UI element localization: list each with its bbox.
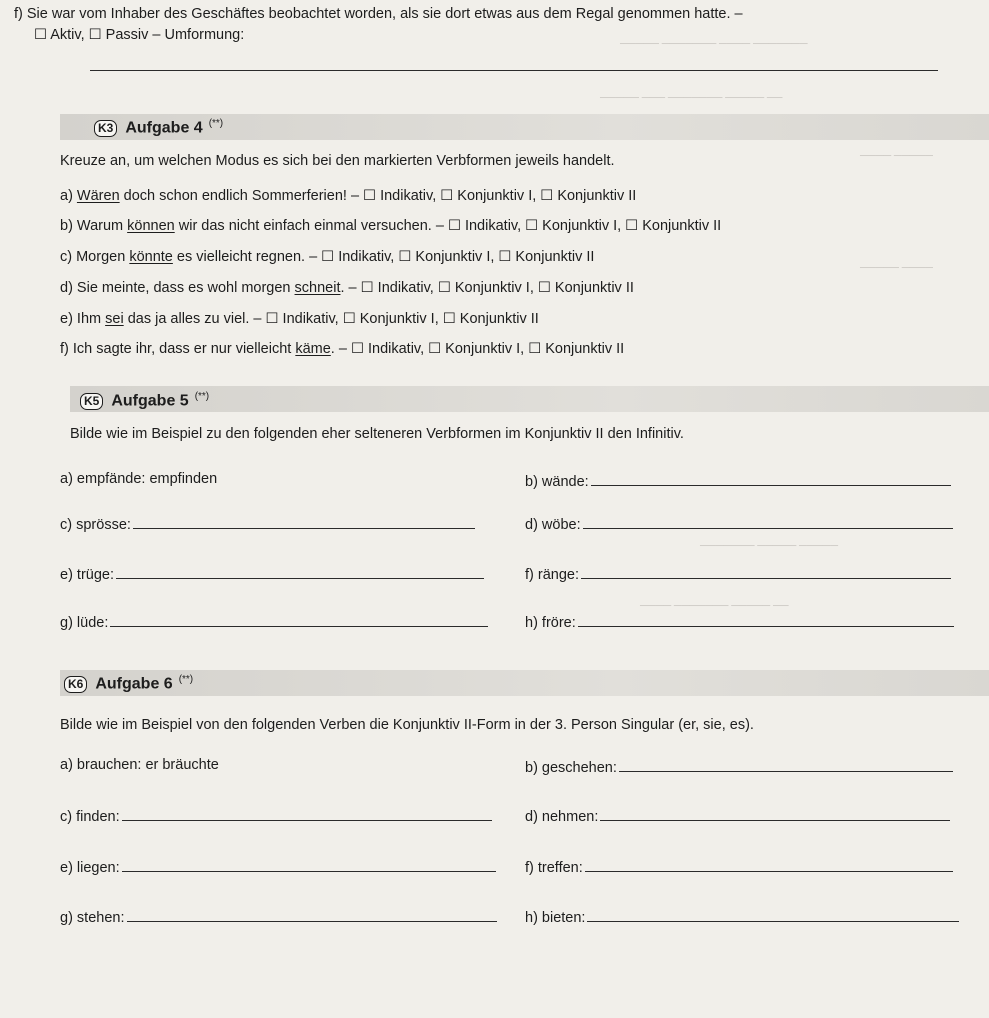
task4-item: a) Wären doch schon endlich Sommerferien! – ☐ Indikativ, ☐ Konjunktiv I, ☐ Konjunktiv II [60,188,637,204]
task6-item: f) treffen: [525,857,953,876]
task6-header [64,674,193,693]
answer-line[interactable] [587,907,959,922]
task6-item: h) bieten: [525,907,959,926]
answer-line[interactable] [591,471,951,486]
task4-item: c) Morgen könnte es vielleicht regnen. – ☐ Indikativ, ☐ Konjunktiv I, ☐ Konjunktiv II [60,249,595,265]
answer-line[interactable] [578,612,954,627]
task5-header [80,391,209,410]
marked-verb: sei [105,311,124,327]
answer-line[interactable] [133,514,475,529]
task5-item: e) trüge: [60,564,484,583]
answer-line[interactable] [581,564,951,579]
task6-item: b) geschehen: [525,757,953,776]
bleed-through-text: ───── ─── ─────── ───── ── [600,92,783,104]
answer-line[interactable] [122,857,496,872]
answer-line[interactable] [122,806,492,821]
answer-line[interactable] [600,806,950,821]
answer-line[interactable] [585,857,953,872]
task4-item: d) Sie meinte, dass es wohl morgen schneit. – ☐ Indikativ, ☐ Konjunktiv I, ☐ Konjunktiv II [60,280,634,296]
bleed-through-text: ─────── ───── ───── [700,540,838,552]
marked-verb: Wären [76,188,120,204]
task4-badge: K3 [94,120,117,137]
answer-line[interactable] [583,514,953,529]
task5-item: b) wände: [525,471,951,490]
voice-options: ☐ Aktiv, ☐ Passiv – Umformung: [34,27,245,43]
answer-line[interactable] [110,612,488,627]
task6-item: g) stehen: [60,907,497,926]
marked-verb: käme [295,341,331,357]
answer-line[interactable] [619,757,953,772]
marked-verb: könnte [129,249,173,265]
task5-stars: (**) [194,391,210,402]
answer-line [90,70,938,71]
task5-item: c) sprösse: [60,514,475,533]
task6-badge: K6 [64,676,87,693]
answer-line[interactable] [116,564,484,579]
task5-item: g) lüde: [60,612,488,631]
task-header-band [60,670,989,696]
task5-item: d) wöbe: [525,514,953,533]
task5-badge: K5 [80,393,103,410]
task6-instruction: Bilde wie im Beispiel von den folgenden Verben die Konjunktiv II-Form in der 3. Person Singular (er, sie, es). [60,717,754,733]
marked-verb: können [127,218,175,234]
task5-instruction: Bilde wie im Beispiel zu den folgenden eher selteneren Verbformen im Konjunktiv II den Infinitiv. [70,426,684,442]
task4-item: b) Warum können wir das nicht einfach einmal versuchen. – ☐ Indikativ, ☐ Konjunktiv I, ☐ Konjunktiv II [60,218,722,234]
bleed-through-text: ───── ─────── ──── ─────── [620,38,808,50]
top-sentence: f) Sie war vom Inhaber des Geschäftes beobachtet worden, als sie dort etwas aus dem Regal genommen hatte. – [14,6,743,22]
task6-title: Aufgabe 6 [95,675,173,693]
task6-item: e) liegen: [60,857,496,876]
answer-line[interactable] [127,907,497,922]
task4-item: e) Ihm sei das ja alles zu viel. – ☐ Indikativ, ☐ Konjunktiv I, ☐ Konjunktiv II [60,311,539,327]
task5-item: h) fröre: [525,612,954,631]
bleed-through-text: ──── ───── [860,150,933,162]
task4-stars: (**) [208,118,224,129]
bleed-through-text: ───── ──── [860,262,933,274]
task4-item: f) Ich sagte ihr, dass er nur vielleicht käme. – ☐ Indikativ, ☐ Konjunktiv I, ☐ Konjunktiv II [60,341,625,357]
bleed-through-text: ──── ─────── ───── ── [640,600,789,612]
task4-header [94,118,223,137]
marked-verb: schneit [294,280,341,296]
task6-item: c) finden: [60,806,492,825]
task4-title: Aufgabe 4 [125,119,203,137]
task5-item: f) ränge: [525,564,951,583]
task6-item: d) nehmen: [525,806,950,825]
task5-item: a) empfände: empfinden [60,471,218,487]
task5-title: Aufgabe 5 [111,392,189,410]
task6-stars: (**) [178,674,194,685]
task6-item: a) brauchen: er bräuchte [60,757,219,773]
task4-instruction: Kreuze an, um welchen Modus es sich bei den markierten Verbformen jeweils handelt. [60,153,615,169]
